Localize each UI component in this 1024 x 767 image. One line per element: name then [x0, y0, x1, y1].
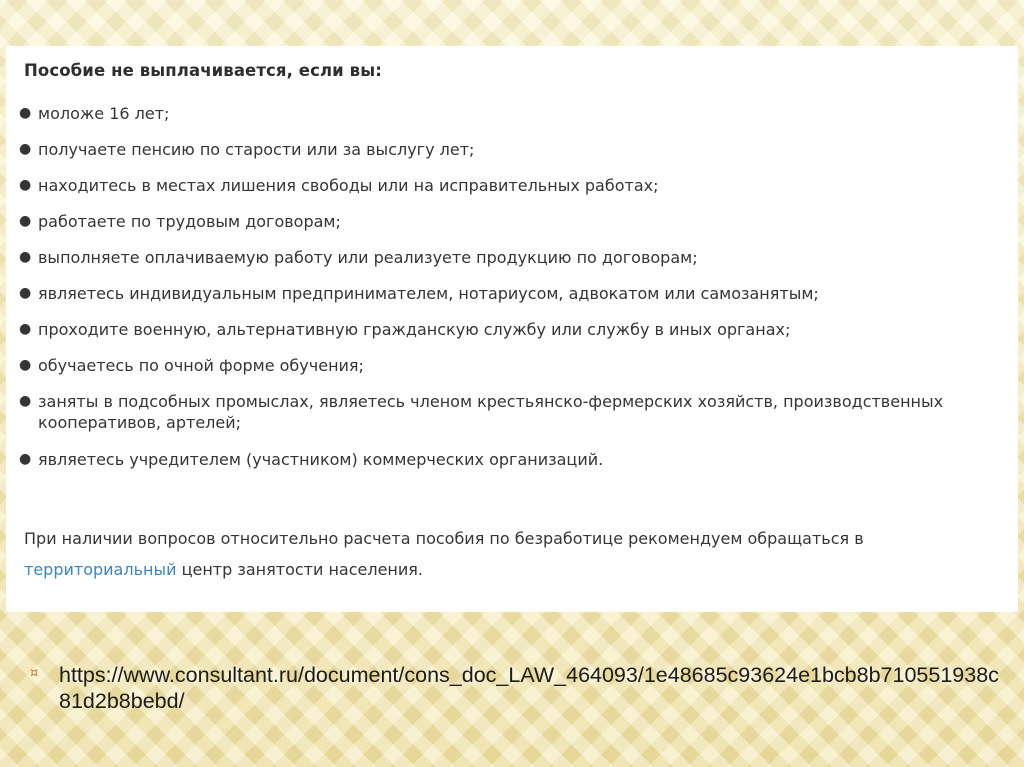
- list-item: [17, 319, 1007, 340]
- list-item: [17, 103, 1007, 124]
- list-item-text: являетесь индивидуальным предпринимателем, нотариусом, адвокатом или самозанятым;: [38, 284, 819, 303]
- bullet-icon: ●: [19, 285, 32, 301]
- source-url[interactable]: https://www.consultant.ru/document/cons_doc_LAW_464093/1e48685c93624e1bcb8b710551938c81d2b8bebd/: [59, 663, 999, 713]
- bullet-icon: ●: [19, 393, 32, 409]
- bullet-icon: ●: [19, 177, 32, 193]
- recommendation-note: [24, 523, 1009, 585]
- list-item: [17, 175, 1007, 196]
- list-item-text: получаете пенсию по старости или за выслугу лет;: [38, 140, 475, 159]
- territorial-link[interactable]: территориальный: [24, 560, 177, 579]
- list-item-text: находитесь в местах лишения свободы или на исправительных работах;: [38, 176, 659, 195]
- source-reference: [30, 662, 1005, 714]
- list-item-text: выполняете оплачиваемую работу или реализуете продукцию по договорам;: [38, 248, 698, 267]
- note-text-after: центр занятости населения.: [176, 560, 423, 579]
- list-item-text: моложе 16 лет;: [38, 104, 170, 123]
- conditions-list: [17, 103, 1007, 485]
- bullet-icon: ●: [19, 357, 32, 373]
- list-item: [17, 283, 1007, 304]
- bullet-icon: ●: [19, 321, 32, 337]
- list-item: [17, 211, 1007, 232]
- document-heading: Пособие не выплачивается, если вы:: [24, 61, 382, 80]
- list-item: [17, 449, 1007, 470]
- list-item-text: обучаетесь по очной форме обучения;: [38, 356, 364, 375]
- list-item-text: проходите военную, альтернативную гражданскую службу или службу в иных органах;: [38, 320, 791, 339]
- list-item-text: работаете по трудовым договорам;: [38, 212, 341, 231]
- bullet-icon: ●: [19, 141, 32, 157]
- document-screenshot: [6, 46, 1018, 612]
- bullet-icon: ●: [19, 451, 32, 467]
- bullet-icon: ●: [19, 249, 32, 265]
- bullet-icon: ●: [19, 105, 32, 121]
- bullet-marker-icon: ¤: [30, 666, 39, 681]
- list-item: [17, 391, 1007, 433]
- list-item: [17, 355, 1007, 376]
- list-item-text: заняты в подсобных промыслах, являетесь членом крестьянско-фермерских хозяйств, производственных кооперативов, артелей;: [38, 392, 944, 432]
- list-item-text: являетесь учредителем (участником) коммерческих организаций.: [38, 450, 604, 469]
- list-item: [17, 139, 1007, 160]
- note-text-before: При наличии вопросов относительно расчета пособия по безработице рекомендуем обращаться в: [24, 529, 864, 548]
- list-item: [17, 247, 1007, 268]
- bullet-icon: ●: [19, 213, 32, 229]
